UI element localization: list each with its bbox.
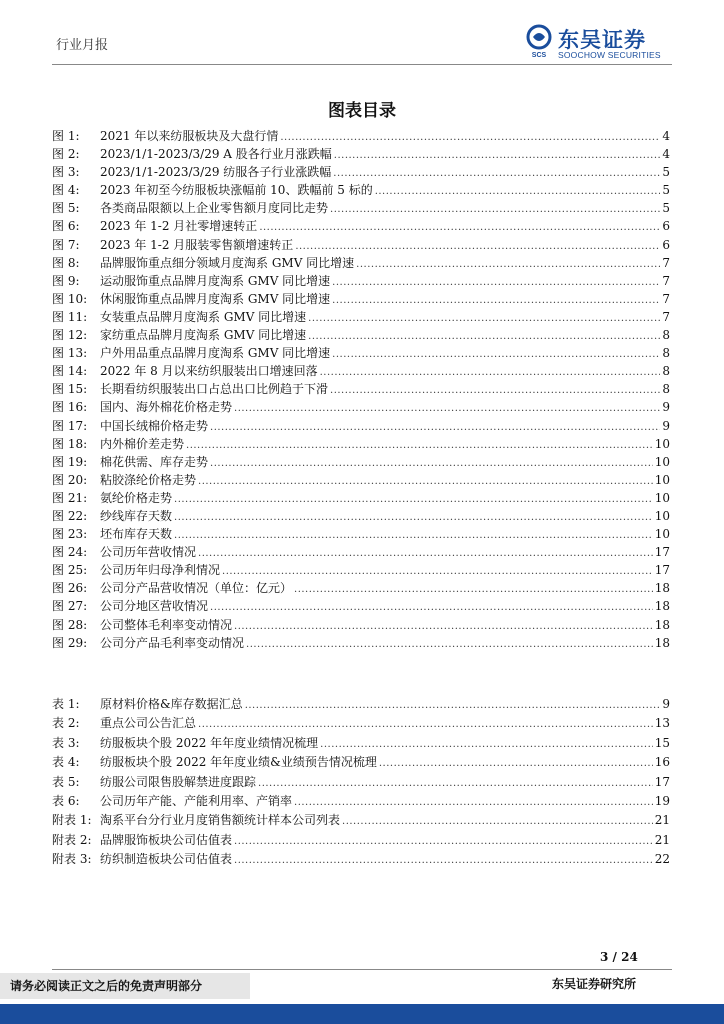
toc-entry-label: 图 21:: [52, 490, 88, 505]
toc-dot-leader: [320, 364, 661, 382]
toc-entry-page: 7: [662, 291, 670, 306]
figure-entry[interactable]: [52, 380, 670, 398]
toc-entry-label: 表 5:: [52, 774, 80, 789]
table-entry[interactable]: [52, 811, 670, 830]
brand-name-en: SOOCHOW SECURITIES: [558, 50, 661, 60]
toc-dot-leader: [280, 129, 660, 147]
toc-entry-label: 图 17:: [52, 418, 88, 433]
toc-entry-label: 图 23:: [52, 527, 88, 542]
toc-entry-label: 表 4:: [52, 755, 80, 770]
figure-entry[interactable]: [52, 579, 670, 597]
toc-entry-label: 图 20:: [52, 472, 88, 487]
toc-entry-page: 7: [662, 273, 670, 288]
header-divider: [52, 64, 672, 65]
toc-dot-leader: [210, 599, 653, 617]
toc-entry-label: 图 26:: [52, 581, 88, 596]
toc-entry-title: 坯布库存天数: [100, 527, 173, 542]
header-section-label: 行业月报: [56, 38, 109, 53]
toc-entry-page: 17: [654, 774, 670, 789]
figure-entry[interactable]: [52, 181, 670, 199]
toc-entry-title: 品牌服饰重点细分领域月度淘系 GMV 同比增速: [100, 255, 355, 270]
toc-dot-leader: [198, 473, 653, 491]
toc-entry-title: 纺服板块个股 2022 年年度业绩&业绩预告情况梳理: [100, 755, 377, 770]
toc-entry-label: 图 2:: [52, 147, 80, 162]
footer-institute: 东吴证券研究所: [552, 977, 637, 991]
toc-dot-leader: [234, 618, 653, 636]
toc-dot-leader: [259, 219, 660, 237]
toc-entry-page: 5: [662, 183, 670, 198]
figure-entry[interactable]: [52, 417, 670, 435]
toc-entry-page: 18: [654, 581, 670, 596]
toc-entry-title: 公司分产品营收情况（单位：亿元）: [100, 581, 293, 596]
toc-entry-page: 10: [654, 472, 670, 487]
toc-entry-title: 粘胶涤纶价格走势: [100, 472, 197, 487]
toc-dot-leader: [356, 256, 660, 274]
toc-entry-page: 4: [662, 147, 670, 162]
toc-dot-leader: [320, 735, 653, 754]
toc-entry-label: 图 14:: [52, 364, 88, 379]
toc-dot-leader: [234, 851, 653, 870]
toc-entry-page: 8: [662, 328, 670, 343]
toc-dot-leader: [333, 165, 660, 183]
toc-dot-leader: [294, 581, 653, 599]
toc-entry-title: 纺服公司限售股解禁进度跟踪: [100, 774, 257, 789]
toc-entry-page: 10: [654, 454, 670, 469]
toc-dot-leader: [379, 754, 653, 773]
toc-dot-leader: [258, 774, 653, 793]
toc-entry-page: 8: [662, 382, 670, 397]
toc-entry-title: 氨纶价格走势: [100, 490, 173, 505]
toc-entry-title: 家纺重点品牌月度淘系 GMV 同比增速: [100, 328, 307, 343]
toc-dot-leader: [174, 491, 653, 509]
footer-divider: [52, 969, 672, 970]
toc-entry-label: 附表 2:: [52, 832, 92, 847]
toc-entry-label: 图 4:: [52, 183, 80, 198]
svg-text:SCS: SCS: [531, 52, 547, 58]
toc-dot-leader: [245, 696, 661, 715]
toc-entry-title: 纱线库存天数: [100, 508, 173, 523]
toc-entry-page: 6: [662, 219, 670, 234]
toc-dot-leader: [186, 437, 653, 455]
bottom-brand-bar: [0, 1004, 724, 1024]
toc-entry-page: 7: [662, 255, 670, 270]
toc-dot-leader: [342, 812, 653, 831]
toc-dot-leader: [308, 328, 660, 346]
toc-entry-label: 图 12:: [52, 328, 88, 343]
disclaimer-banner: 请务必阅读正文之后的免责声明部分: [0, 973, 250, 999]
toc-entry-label: 图 9:: [52, 273, 80, 288]
table-entry[interactable]: [52, 792, 670, 811]
toc-dot-leader: [198, 715, 653, 734]
toc-entry-label: 表 1:: [52, 697, 80, 711]
toc-entry-label: 附表 3:: [52, 852, 92, 867]
table-entry[interactable]: [52, 714, 670, 733]
page-number: 3 / 24: [600, 950, 638, 964]
toc-entry-title: 女装重点品牌月度淘系 GMV 同比增速: [100, 309, 307, 324]
figure-entry[interactable]: [52, 236, 670, 254]
figure-entry[interactable]: [52, 127, 670, 145]
toc-entry-title: 公司历年产能、产能利用率、产销率: [100, 793, 293, 808]
toc-dot-leader: [198, 545, 653, 563]
toc-entry-page: 10: [654, 490, 670, 505]
figure-entry[interactable]: [52, 326, 670, 344]
toc-entry-label: 图 22:: [52, 508, 88, 523]
toc-entry-page: 8: [662, 364, 670, 379]
toc-entry-title: 户外用品重点品牌月度淘系 GMV 同比增速: [100, 346, 331, 361]
figure-entry[interactable]: [52, 634, 670, 652]
toc-entry-page: 18: [654, 617, 670, 632]
toc-entry-page: 21: [654, 832, 670, 847]
figure-entry[interactable]: [52, 471, 670, 489]
toc-dot-leader: [332, 292, 660, 310]
toc-entry-title: 2023 年初至今纺服板块涨幅前 10、跌幅前 5 标的: [100, 183, 373, 198]
toc-entry-label: 图 3:: [52, 165, 80, 180]
table-list: [52, 695, 670, 870]
toc-entry-page: 15: [654, 735, 670, 750]
toc-entry-title: 公司历年营收情况: [100, 545, 197, 560]
toc-entry-label: 图 27:: [52, 599, 88, 614]
toc-entry-page: 17: [654, 563, 670, 578]
toc-entry-label: 图 1:: [52, 129, 80, 143]
toc-dot-leader: [246, 636, 653, 654]
toc-entry-title: 2021 年以来纺服板块及大盘行情: [100, 129, 279, 143]
toc-entry-page: 4: [662, 129, 670, 143]
toc-entry-title: 原材料价格&库存数据汇总: [100, 697, 243, 711]
toc-entry-label: 图 10:: [52, 291, 88, 306]
toc-entry-title: 2023 年 1-2 月服装零售额增速转正: [100, 237, 294, 252]
toc-dot-leader: [375, 183, 661, 201]
toc-entry-page: 6: [662, 237, 670, 252]
toc-dot-leader: [330, 201, 660, 219]
figure-entry[interactable]: [52, 597, 670, 615]
toc-entry-page: 9: [662, 418, 670, 433]
figure-entry[interactable]: [52, 362, 670, 380]
figure-entry[interactable]: [52, 398, 670, 416]
figure-entry[interactable]: [52, 489, 670, 507]
toc-dot-leader: [308, 310, 660, 328]
figure-entry[interactable]: [52, 308, 670, 326]
toc-entry-label: 图 19:: [52, 454, 88, 469]
toc-entry-label: 图 28:: [52, 617, 88, 632]
figure-entry[interactable]: [52, 199, 670, 217]
toc-entry-label: 图 11:: [52, 309, 88, 324]
toc-dot-leader: [174, 509, 653, 527]
figure-entry[interactable]: [52, 453, 670, 471]
toc-dot-leader: [332, 346, 660, 364]
toc-entry-title: 休闲服饰重点品牌月度淘系 GMV 同比增速: [100, 291, 331, 306]
toc-entry-title: 棉花供需、库存走势: [100, 454, 209, 469]
toc-entry-title: 长期看纺织服装出口占总出口比例趋于下滑: [100, 382, 329, 397]
toc-entry-title: 中国长绒棉价格走势: [100, 418, 209, 433]
toc-entry-title: 公司历年归母净利情况: [100, 563, 221, 578]
toc-entry-label: 表 3:: [52, 735, 80, 750]
toc-entry-title: 纺织制造板块公司估值表: [100, 852, 233, 867]
figure-entry[interactable]: [52, 543, 670, 561]
toc-entry-title: 公司分地区营收情况: [100, 599, 209, 614]
toc-entry-title: 公司分产品毛利率变动情况: [100, 635, 245, 650]
toc-dot-leader: [332, 274, 660, 292]
toc-entry-label: 表 6:: [52, 793, 80, 808]
toc-entry-title: 2023/1/1-2023/3/29 A 股各行业月涨跌幅: [100, 147, 332, 162]
toc-entry-page: 10: [654, 436, 670, 451]
toc-dot-leader: [210, 455, 653, 473]
toc-entry-label: 图 16:: [52, 400, 88, 415]
table-entry[interactable]: [52, 734, 670, 753]
figure-entry[interactable]: [52, 254, 670, 272]
brand-logo-icon: [524, 24, 554, 58]
figure-entry[interactable]: [52, 290, 670, 308]
toc-entry-page: 16: [654, 755, 670, 770]
toc-entry-label: 图 7:: [52, 237, 80, 252]
toc-entry-label: 附表 1:: [52, 813, 92, 828]
toc-entry-label: 图 8:: [52, 255, 80, 270]
figure-entry[interactable]: [52, 217, 670, 235]
toc-entry-title: 纺服板块个股 2022 年年度业绩情况梳理: [100, 735, 319, 750]
page-title: 图表目录: [328, 101, 396, 121]
figure-entry[interactable]: [52, 163, 670, 181]
brand-logo: [524, 24, 674, 64]
toc-entry-title: 重点公司公告汇总: [100, 716, 197, 731]
figure-entry[interactable]: [52, 344, 670, 362]
toc-entry-page: 9: [662, 697, 670, 711]
toc-entry-page: 10: [654, 527, 670, 542]
toc-entry-page: 22: [654, 852, 670, 867]
toc-entry-title: 2022 年 8 月以来纺织服装出口增速回落: [100, 364, 318, 379]
table-entry[interactable]: [52, 773, 670, 792]
figure-entry[interactable]: [52, 525, 670, 543]
toc-entry-title: 公司整体毛利率变动情况: [100, 617, 233, 632]
toc-dot-leader: [234, 400, 660, 418]
toc-entry-label: 图 29:: [52, 635, 88, 650]
figure-entry[interactable]: [52, 561, 670, 579]
toc-entry-label: 图 15:: [52, 382, 88, 397]
brand-name-cn: 东吴证券: [558, 28, 646, 52]
toc-entry-label: 图 24:: [52, 545, 88, 560]
toc-entry-title: 内外棉价差走势: [100, 436, 185, 451]
toc-entry-page: 5: [662, 165, 670, 180]
toc-entry-page: 18: [654, 635, 670, 650]
figure-entry[interactable]: [52, 145, 670, 163]
toc-dot-leader: [294, 793, 653, 812]
table-entry[interactable]: [52, 831, 670, 850]
toc-entry-page: 18: [654, 599, 670, 614]
toc-dot-leader: [234, 832, 653, 851]
toc-entry-label: 图 5:: [52, 201, 80, 216]
toc-entry-label: 表 2:: [52, 716, 80, 731]
toc-entry-page: 21: [654, 813, 670, 828]
toc-entry-page: 8: [662, 346, 670, 361]
toc-dot-leader: [174, 527, 653, 545]
toc-entry-page: 10: [654, 508, 670, 523]
toc-entry-title: 品牌服饰板块公司估值表: [100, 832, 233, 847]
toc-entry-page: 19: [654, 793, 670, 808]
toc-entry-page: 5: [662, 201, 670, 216]
toc-entry-title: 运动服饰重点品牌月度淘系 GMV 同比增速: [100, 273, 331, 288]
toc-dot-leader: [210, 419, 660, 437]
table-entry[interactable]: [52, 695, 670, 714]
toc-entry-label: 图 13:: [52, 346, 88, 361]
toc-entry-title: 淘系平台分行业月度销售额统计样本公司列表: [100, 813, 341, 828]
toc-entry-page: 17: [654, 545, 670, 560]
figure-entry[interactable]: [52, 272, 670, 290]
table-entry[interactable]: [52, 753, 670, 772]
figure-list: [52, 127, 670, 652]
figure-entry[interactable]: [52, 435, 670, 453]
toc-entry-label: 图 6:: [52, 219, 80, 234]
toc-entry-title: 国内、海外棉花价格走势: [100, 400, 233, 415]
toc-entry-title: 2023/1/1-2023/3/29 纺服各子行业涨跌幅: [100, 165, 332, 180]
toc-entry-label: 图 18:: [52, 436, 88, 451]
toc-entry-page: 7: [662, 309, 670, 324]
toc-entry-label: 图 25:: [52, 563, 88, 578]
toc-entry-title: 2023 年 1-2 月社零增速转正: [100, 219, 258, 234]
toc-dot-leader: [330, 382, 660, 400]
toc-dot-leader: [334, 147, 661, 165]
toc-entry-title: 各类商品限额以上企业零售额月度同比走势: [100, 201, 329, 216]
toc-entry-page: 9: [662, 400, 670, 415]
figure-entry[interactable]: [52, 507, 670, 525]
figure-entry[interactable]: [52, 616, 670, 634]
table-entry[interactable]: [52, 850, 670, 869]
toc-entry-page: 13: [654, 716, 670, 731]
